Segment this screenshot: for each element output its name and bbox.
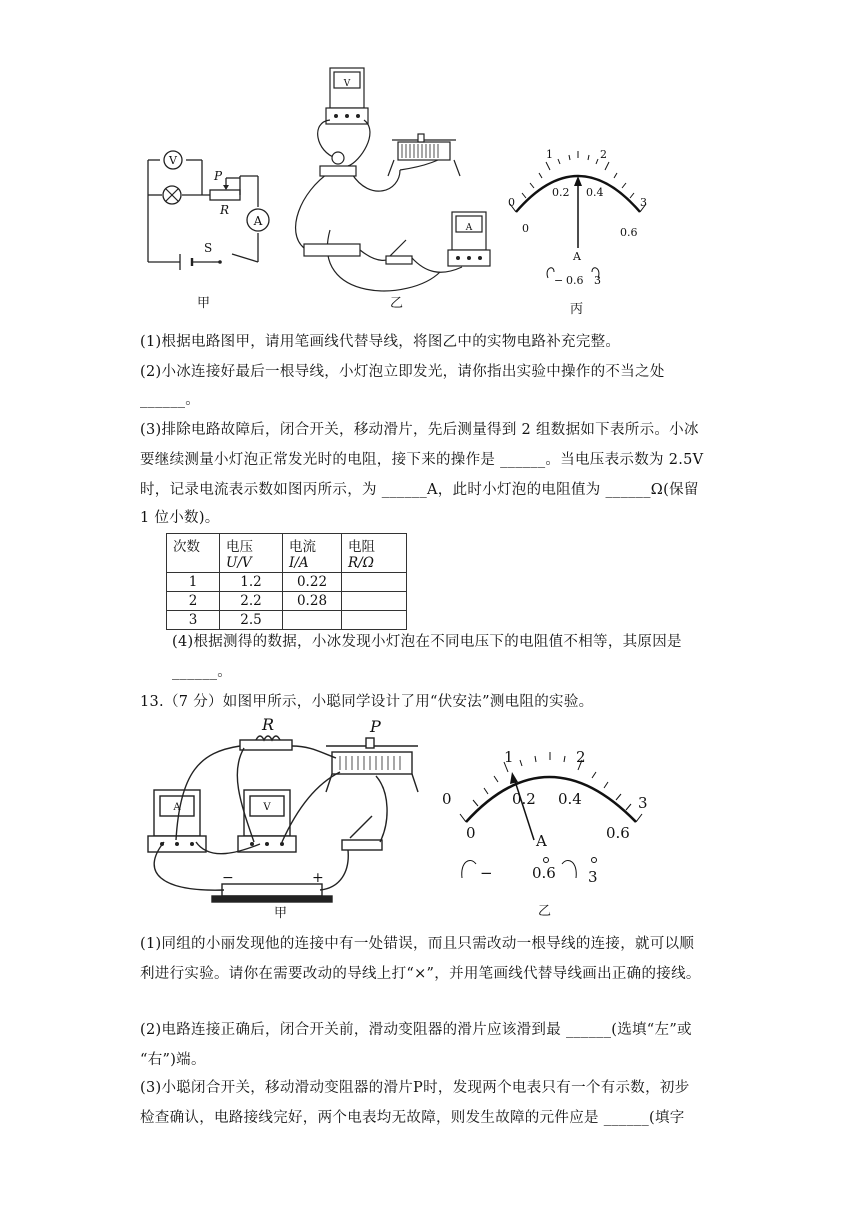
physical-voltmeter-label: V — [343, 79, 351, 89]
q13-part2-line2: “右”)端。 — [140, 1052, 206, 1068]
yi-bottom-tick-0: 0 — [466, 824, 476, 842]
table-header: 电流 I/A — [283, 534, 342, 573]
physical-circuit-yi — [290, 62, 505, 302]
table-cell — [342, 592, 407, 611]
table-header: 电阻 R/Ω — [342, 534, 407, 573]
table-cell — [283, 611, 342, 630]
yi-top-tick-0: 0 — [442, 790, 452, 808]
q13-ammeter-label: A — [173, 802, 181, 813]
yi-terminal-minus: − — [480, 864, 493, 882]
yi-terminal-3: 3 — [588, 868, 598, 886]
yi-top-tick-1: 1 — [504, 748, 514, 766]
yi-bottom-tick-2: 0.4 — [558, 790, 582, 808]
q13-battery-plus: + — [312, 870, 324, 886]
q13-voltmeter-label: V — [263, 802, 271, 813]
bing-terminal-3: 3 — [594, 274, 601, 287]
table-cell: 0.22 — [283, 573, 342, 592]
physical-ammeter-label: A — [465, 223, 473, 233]
bing-top-tick-1: 1 — [546, 148, 553, 161]
yi-top-tick-2: 2 — [576, 748, 586, 766]
bing-terminal-minus: − — [554, 274, 564, 287]
q12-part3-line4: 1 位小数)。 — [140, 510, 220, 526]
schematic-p-label: P — [214, 169, 223, 183]
table-cell: 2 — [167, 592, 220, 611]
table-header: 电压 U/V — [220, 534, 283, 573]
q13-resistor-label: R — [262, 715, 275, 734]
q12-part3-line1: (3)排除电路故障后，闭合开关，移动滑片，先后测量得到 2 组数据如下表所示。小冰 — [140, 422, 699, 438]
q12-part1: (1)根据电路图甲，请用笔画线代替导线，将图乙中的实物电路补充完整。 — [140, 334, 621, 350]
data-table — [166, 533, 407, 630]
yi-unit-label: A — [536, 832, 547, 850]
schematic-diagram-jia — [140, 140, 280, 275]
bing-bottom-tick-2: 0.4 — [586, 186, 604, 199]
schematic-r-label: R — [220, 203, 230, 217]
table-row — [167, 611, 407, 630]
q12-part4-line2: ______。 — [172, 664, 233, 680]
caption-jia: 甲 — [197, 296, 211, 311]
table-cell: 0.28 — [283, 592, 342, 611]
q13-part2-line1: (2)电路连接正确后，闭合开关前，滑动变阻器的滑片应该滑到最 ______(选填“左”或 — [140, 1022, 692, 1038]
bing-bottom-tick-3: 0.6 — [620, 226, 638, 239]
q13-part1-line1: (1)同组的小丽发现他的连接中有一处错误，而且只需改动一根导线的连接，就可以顺 — [140, 936, 695, 952]
q12-part3-line2: 要继续测量小灯泡正常发光时的电阻，接下来的操作是 ______。当电压表示数为 2.5V — [140, 452, 704, 468]
bing-top-tick-2: 2 — [600, 148, 607, 161]
schematic-voltmeter-label: V — [169, 154, 177, 167]
q12-part2-line1: (2)小冰连接好最后一根导线，小灯泡立即发光，请你指出实验中操作的不当之处 — [140, 364, 665, 380]
table-row — [167, 592, 407, 611]
q13-title: 13.（7 分）如图甲所示，小聪同学设计了用“伏安法”测电阻的实验。 — [140, 694, 594, 710]
table-cell: 2.2 — [220, 592, 283, 611]
yi-bottom-tick-3: 0.6 — [606, 824, 630, 842]
bing-terminal-06: 0.6 — [566, 274, 584, 287]
table-row — [167, 573, 407, 592]
table-cell: 2.5 — [220, 611, 283, 630]
q12-part2-line2: ______。 — [140, 392, 201, 408]
table-cell: 1.2 — [220, 573, 283, 592]
bing-bottom-tick-1: 0.2 — [552, 186, 570, 199]
table-header: 次数 — [167, 534, 220, 573]
table-cell: 1 — [167, 573, 220, 592]
q13-caption-yi: 乙 — [538, 904, 552, 919]
q12-part4-line1: (4)根据测得的数据，小冰发现小灯泡在不同电压下的电阻值不相等，其原因是 — [172, 634, 682, 650]
caption-yi: 乙 — [390, 296, 404, 311]
q13-part3-line2: 检查确认，电路接线完好，两个电表均无故障，则发生故障的元件应是 ______(填字 — [140, 1110, 685, 1126]
bing-top-tick-3: 3 — [640, 196, 647, 209]
bing-bottom-tick-0: 0 — [522, 222, 529, 235]
q13-slider-label: P — [370, 717, 381, 736]
q13-part1-line2: 利进行实验。请你在需要改动的导线上打“×”，并用笔画线代替导线画出正确的接线。 — [140, 966, 701, 982]
table-cell — [342, 611, 407, 630]
bing-unit-label: A — [573, 250, 581, 263]
q13-battery-minus: − — [222, 870, 234, 886]
table-header-row — [167, 534, 407, 573]
yi-terminal-06: 0.6 — [532, 864, 556, 882]
bing-top-tick-0: 0 — [508, 196, 515, 209]
q13-ammeter-dial-yi — [436, 742, 666, 892]
schematic-s-label: S — [204, 241, 213, 255]
q13-part3-line1: (3)小聪闭合开关，移动滑动变阻器的滑片P时，发现两个电表只有一个有示数，初步 — [140, 1080, 690, 1096]
caption-bing: 丙 — [570, 302, 584, 317]
schematic-ammeter-label: A — [253, 214, 263, 228]
yi-bottom-tick-1: 0.2 — [512, 790, 536, 808]
q12-part3-line3: 时，记录电流表示数如图丙所示，为 ______A，此时小灯泡的电阻值为 ______Ω(保留 — [140, 482, 699, 498]
table-cell — [342, 573, 407, 592]
yi-top-tick-3: 3 — [638, 794, 648, 812]
table-cell: 3 — [167, 611, 220, 630]
ammeter-dial-bing — [500, 140, 660, 300]
q13-caption-jia: 甲 — [274, 906, 288, 921]
q13-circuit-jia — [140, 712, 440, 917]
